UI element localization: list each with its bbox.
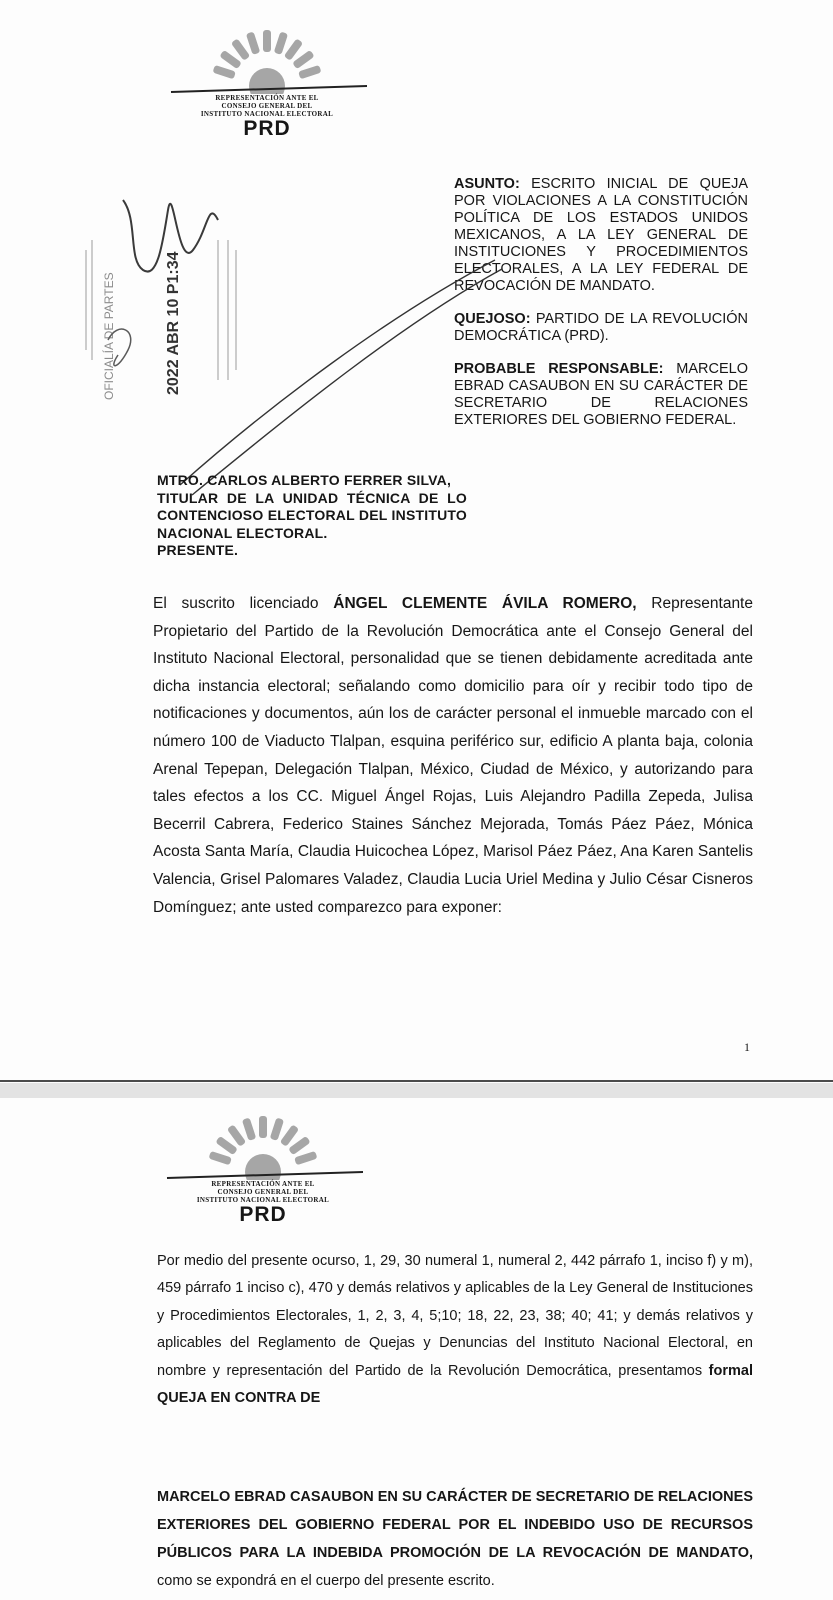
quejoso-label: QUEJOSO: <box>454 311 531 327</box>
body1-rest: Representante Propietario del Partido de la Revolución Democrática ante el Consejo General del Instituto Nacional Electoral, personalidad que se tienen debidamente acreditada ante dicha instancia electoral; señalando como domicilio para oír y recibir todo tipo de notificaciones y documentos, aún los de carácter personal el inmueble marcado con el número 100 de Viaducto Tlalpan, esquina periférico sur, edificio A planta baja, colonia Arenal Tepepan, Delegación Tlalpan, México, Ciudad de México, y autorizando para tales efectos a los CC. Miguel Ángel Rojas, Luis Alejandro Padilla Zepeda, Julisa Becerril Cabrera, Federico Staines Sánchez Mejorada, Tomás Páez Páez, Mónica Acosta Santa María, Claudia Huicochea López, Marisol Páez Páez, Ana Karen Santelis Valencia, Grisel Palomares Valadez, Claudia Lucia Uriel Medina y Julio César Cisneros Domínguez; ante usted comparezco para exponer: <box>153 595 753 916</box>
letterhead-brand: PRD <box>243 117 291 140</box>
addressee-closing: PRESENTE. <box>157 542 239 558</box>
letterhead-line-1: REPRESENTACIÓN ANTE EL <box>211 1180 315 1188</box>
prd-letterhead-logo-2 <box>158 1112 368 1226</box>
letterhead-line-2: CONSEJO GENERAL DEL <box>217 1188 309 1196</box>
body2-text: Por medio del presente ocurso, 1, 29, 30 numeral 1, numeral 2, 442 párrafo 1, inciso f) y m), 459 párrafo 1 inciso c), 470 y demás relativos y aplicables de la Ley General de Instituciones y Procedimientos Electorales, 1, 2, 3, 4, 5;10; 18, 22, 23, 38; 40; 41; y demás relativos y aplicables del Reglamento de Quejas y Denuncias del Instituto Nacional Electoral, en nombre y representación del Partido de la Revolución Democrática, presentamos <box>157 1253 753 1379</box>
body-paragraph-1 <box>153 590 753 921</box>
stamp-office: OFICIALÍA DE PARTES <box>102 272 116 400</box>
stamp-date: 2022 ABR 10 P1:34 <box>165 251 182 395</box>
body2-bold: formal QUEJA EN CONTRA DE <box>157 1362 753 1407</box>
asunto-label: ASUNTO: <box>454 176 520 192</box>
letterhead-line-3: INSTITUTO NACIONAL ELECTORAL <box>200 110 334 118</box>
addressee-name: MTRO. CARLOS ALBERTO FERRER SILVA, <box>157 472 452 488</box>
page-gap <box>0 1083 833 1098</box>
body-paragraph-2 <box>157 1248 753 1412</box>
letterhead-line-1: REPRESENTACIÓN ANTE EL <box>215 94 319 102</box>
addressee-title: TITULAR DE LA UNIDAD TÉCNICA DE LO CONTENCIOSO ELECTORAL DEL INSTITUTO NACIONAL ELECTORAL. <box>157 489 467 541</box>
prd-letterhead-logo <box>162 26 372 140</box>
body1-signer-name: ÁNGEL CLEMENTE ÁVILA ROMERO, <box>333 595 637 612</box>
responsable-text: MARCELO EBRAD CASAUBON EN SU CARÁCTER DE SECRETARIO DE RELACIONES EXTERIORES DEL GOBIERNO FEDERAL. <box>454 361 748 428</box>
asunto-text: ESCRITO INICIAL DE QUEJA POR VIOLACIONES A LA CONSTITUCIÓN POLÍTICA DE LOS ESTADOS UNIDOS MEXICANOS, A LA LEY GENERAL DE INSTITUCIONES Y PROCEDIMIENTOS ELECTORALES, A LA LEY FEDERAL DE REVOCACIÓN DE MANDATO. <box>454 176 748 294</box>
body3-bold: MARCELO EBRAD CASAUBON EN SU CARÁCTER DE SECRETARIO DE RELACIONES EXTERIORES DEL GOBIERNO FEDERAL POR EL INDEBIDO USO DE RECURSOS PÚBLICOS PARA LA INDEBIDA PROMOCIÓN DE LA REVOCACIÓN DE MANDATO, <box>157 1489 753 1561</box>
body-paragraph-3 <box>157 1483 753 1595</box>
body1-intro: El suscrito licenciado <box>153 595 334 612</box>
letterhead-brand: PRD <box>239 1203 287 1226</box>
signature-stroke <box>150 255 510 505</box>
letterhead-line-2: CONSEJO GENERAL DEL <box>221 102 313 110</box>
page-break-rule <box>0 1080 833 1082</box>
page-number: 1 <box>744 1040 750 1054</box>
prd-sun-emblem-icon <box>167 26 367 94</box>
addressee-block <box>157 472 467 560</box>
letterhead-line-3: INSTITUTO NACIONAL ELECTORAL <box>196 1196 330 1204</box>
body3-rest: como se expondrá en el cuerpo del presente escrito. <box>157 1573 495 1589</box>
quejoso-text: PARTIDO DE LA REVOLUCIÓN DEMOCRÁTICA (PRD). <box>454 311 749 344</box>
responsable-label: PROBABLE RESPONSABLE: <box>454 361 664 377</box>
prd-sun-emblem-icon <box>163 1112 363 1180</box>
